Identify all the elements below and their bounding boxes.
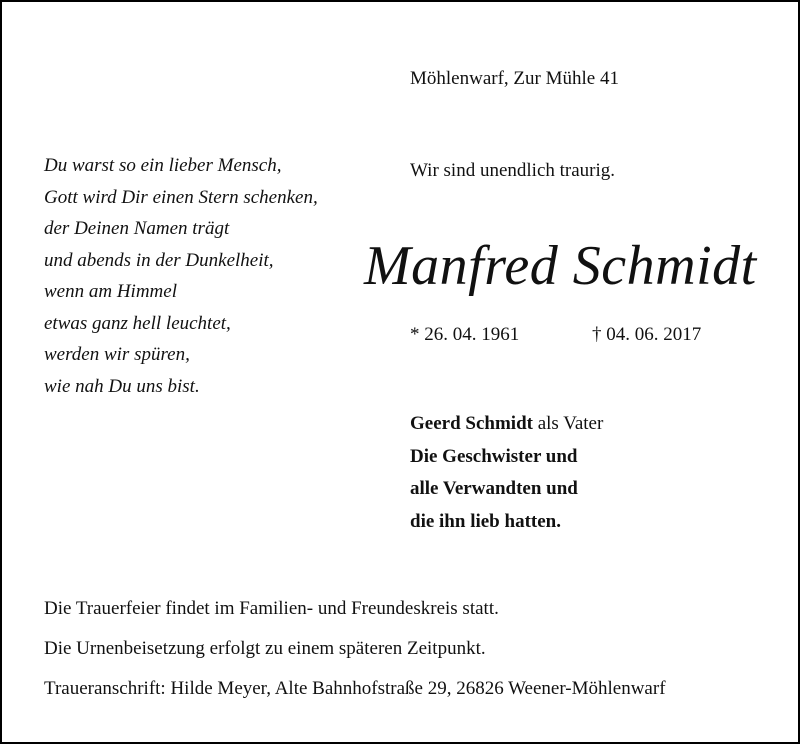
poem [44,150,318,402]
poem-line: der Deinen Namen trägt [44,218,230,239]
mourning-address: Traueranschrift: Hilde Meyer, Alte Bahnhofstraße 29, 26826 Weener-Möhlenwarf [44,678,666,699]
mourner-line-text: Die Geschwister und [410,445,578,467]
poem-line: wenn am Himmel [44,281,177,302]
mourner-line-text: alle Verwandten und [410,478,578,499]
intro-text: Wir sind unendlich traurig. [410,160,616,181]
mourner-line [410,473,603,506]
birth-date: * 26. 04. 1961 [410,324,520,345]
death-date: † 04. 06. 2017 [592,324,702,345]
poem-line: werden wir spüren, [44,344,190,365]
father-role: als Vater [532,413,604,434]
deceased-name: Manfred Schmidt [364,235,757,297]
mourners [410,408,603,538]
poem-line: Gott wird Dir einen Stern schenken, [44,186,318,208]
poem-line: Du warst so ein lieber Mensch, [44,155,282,176]
mourner-line [410,441,603,474]
address: Möhlenwarf, Zur Mühle 41 [410,68,619,89]
burial-info: Die Urnenbeisetzung erfolgt zu einem späteren Zeitpunkt. [44,638,486,659]
poem-line: etwas ganz hell leuchtet, [44,312,231,334]
mourner-father [410,408,603,441]
poem-line: wie nah Du uns bist. [44,375,200,397]
poem-line: und abends in der Dunkelheit, [44,249,274,271]
mourner-line-text: die ihn lieb hatten. [410,510,561,532]
mourner-line [410,506,603,539]
father-name: Geerd Schmidt [410,413,533,434]
ceremony-info: Die Trauerfeier findet im Familien- und Freundeskreis statt. [44,598,499,619]
